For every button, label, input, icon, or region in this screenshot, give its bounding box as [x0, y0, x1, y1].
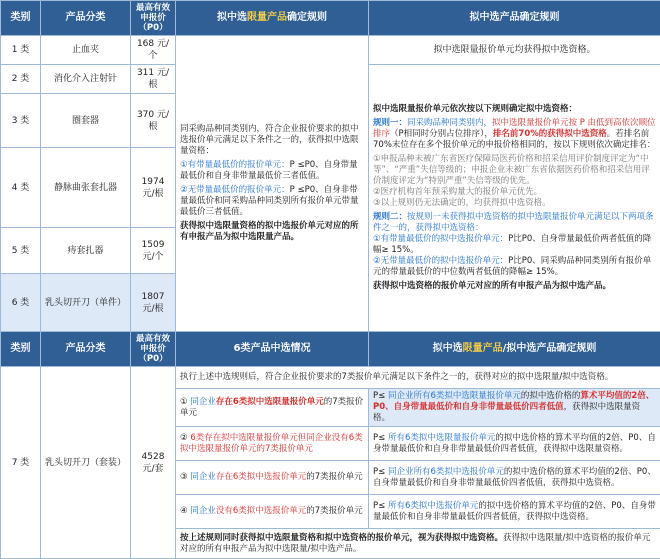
product-cell: 消化介入注射针 — [41, 65, 131, 94]
product-cell: 乳头切开刀（套装） — [41, 367, 131, 559]
rule-one-sub2: ②医疗机构首年预采购量大的报价单元优先。 — [373, 187, 656, 198]
limited-rule-cond1: ①有带量最低价的报价单元：P ≤P0、自身带量最低价和自身非带量最低价三者低值。 — [180, 160, 364, 182]
product-cell: 痔套扎器 — [41, 228, 131, 274]
category-cell: 2 类 — [1, 65, 41, 94]
case-right: P≤ 同企业所有6类拟中选报价单元的拟中选价格的算术平均值的2倍、P0、自身带量最低价和自身非带量最低价四者低值，获得拟中选资格。 — [369, 461, 660, 495]
rule-two: 规则二：按规则一未获得拟中选资格的拟中选限量报价单元满足以下两项条件之一的，获得拟中选资格： — [373, 212, 656, 234]
price-cell: 1974 元/根 — [131, 148, 176, 228]
row7-intro-row — [1, 367, 660, 389]
col-header-select-rule: 拟中选产品确定规则 — [369, 1, 660, 36]
case-left: ④ 同企业没有6类拟中选报价单元的7类报价单元 — [176, 495, 369, 529]
header-row-bottom — [1, 332, 660, 367]
category-cell: 3 类 — [1, 94, 41, 148]
category-cell: 7 类 — [1, 367, 41, 559]
col-header-max-price: 最高有效申报价（P0） — [131, 332, 176, 367]
limited-rule-final: 获得拟中选限量资格的拟中选报价单元对应的所有申报产品为拟中选限量产品。 — [180, 221, 364, 243]
col-header-category: 类别 — [1, 332, 41, 367]
row7-final: 按上述规则同时获得拟中选限量资格和拟中选资格的报价单元，视为获得拟中选资格。获得拟中选限量/拟中选资格的报价单元对应的所有申报产品为拟中选限量/拟中选产品。 — [176, 529, 660, 559]
header-row-top — [1, 1, 660, 36]
col-header-max-price: 最高有效申报价（P0） — [131, 1, 176, 36]
rule-one-sub1: ①申报品种未被广东省医疗保障局医药价格和招采信用评价制度评定为“中等”、“严重”失信等级的；申报企业未被广东省依据医药价格和招采信用评价制度评定为“特别严重”失信等级的优先。 — [373, 154, 656, 187]
case-left: ③ 同企业存在6类拟中选报价单元的7类报价单元 — [176, 461, 369, 495]
price-cell: 168 元/个 — [131, 36, 176, 65]
col-header-seven-rule: 拟中选限量产品/拟中选产品确定规则 — [369, 332, 660, 367]
price-cell: 370 元/根 — [131, 94, 176, 148]
limited-rule-cell — [176, 36, 369, 332]
header-highlight: 限量产品 — [247, 12, 287, 23]
select-rule-line1: 拟中选限量报价单元均获得拟中选资格。 — [369, 36, 660, 65]
col-header-category: 类别 — [1, 1, 41, 36]
table-row — [1, 36, 660, 65]
limited-rule-intro: 同采购品种同类别内，符合企业报价要求的拟中选报价单元满足以下条件之一的，获得拟中选限量资格： — [180, 124, 364, 157]
col-header-limited-rule: 拟中选限量产品确定规则 — [176, 1, 369, 36]
price-cell: 4528 元/套 — [131, 367, 176, 559]
rule-two-cond1: ①有带量最低价的拟中选报价单元：P比P0、自身带量最低价两者低值的降幅≥ 15%。 — [373, 234, 656, 256]
col-header-product: 产品分类 — [41, 332, 131, 367]
limited-rule-cond2: ②无带量最低价的报价单元：P ≤P0、自身非带量最低价和同采购品种同类别所有报价单元带量最低价三者低值。 — [180, 185, 364, 218]
select-rule-final: 获得拟中选资格的报价单元对应的所有申报产品为拟中选产品。 — [373, 281, 656, 292]
product-cell: 乳头切开刀（单件） — [41, 274, 131, 332]
rule-two-cond2: ②无带量最低价的拟中选报价单元：P比P0、同采购品种同类别所有报价单元的带量最低价的中位数两者低值的降幅≥ 15%。 — [373, 256, 656, 278]
row7-intro: 执行上述中选规则后，符合企业报价要求的7类报价单元满足以下条件之一的，获得对应的拟中选限量/拟中选资格。 — [176, 367, 660, 389]
price-cell: 1807 元/根 — [131, 274, 176, 332]
price-cell: 1509 元/个 — [131, 228, 176, 274]
case-right: P≤ 所有6类拟中选限量报价单元的拟中选价格的算术平均值的2倍、P0、自身带量最低价和自身非带量最低价四者低值，获得拟中选限量资格。 — [369, 427, 660, 461]
category-cell: 1 类 — [1, 36, 41, 65]
product-cell: 静脉曲张套扎器 — [41, 148, 131, 228]
rule-one: 规则一：同采购品种同类别内，拟中选限量报价单元按 P 由低到高依次顺位排序（P相同时分别占位排序），排名前70%的获得拟中选资格。若排名前70%末位存在多个报价单元的申报价格相同的，按以下规则依次确定排名： — [373, 118, 656, 151]
col-header-product: 产品分类 — [41, 1, 131, 36]
rule-one-sub3: ③以上规则仍无法确定的，均获得拟中选资格。 — [373, 198, 656, 209]
case-right: P≤ 同企业所有6类拟中选限量报价单元的拟中选价格的算术平均值的2倍、P0、自身带量最低价和自身非带量最低价四者低值，获得拟中选限量资格。 — [369, 389, 660, 427]
select-rule-cell — [369, 65, 660, 332]
col-header-six-status: 6类产品中选情况 — [176, 332, 369, 367]
category-cell: 5 类 — [1, 228, 41, 274]
product-cell: 圈套器 — [41, 94, 131, 148]
select-rule-line2: 拟中选限量报价单元依次按以下规则确定拟中选资格： — [373, 104, 656, 115]
case-left: ① 同企业存在6类拟中选限量报价单元的7类报价单元 — [176, 389, 369, 427]
product-cell: 止血夹 — [41, 36, 131, 65]
case-left: ② 6类存在拟中选限量报价单元但同企业没有6类拟中选限量报价单元的7类报价单元 — [176, 427, 369, 461]
category-cell: 4 类 — [1, 148, 41, 228]
category-cell: 6 类 — [1, 274, 41, 332]
price-cell: 311 元/根 — [131, 65, 176, 94]
case-right: P≤ 所有6类拟中选报价单元的拟中选价格的算术平均值的2倍、P0、自身带量最低价和自身非带量最低价四者低值，获得拟中选资格。 — [369, 495, 660, 529]
